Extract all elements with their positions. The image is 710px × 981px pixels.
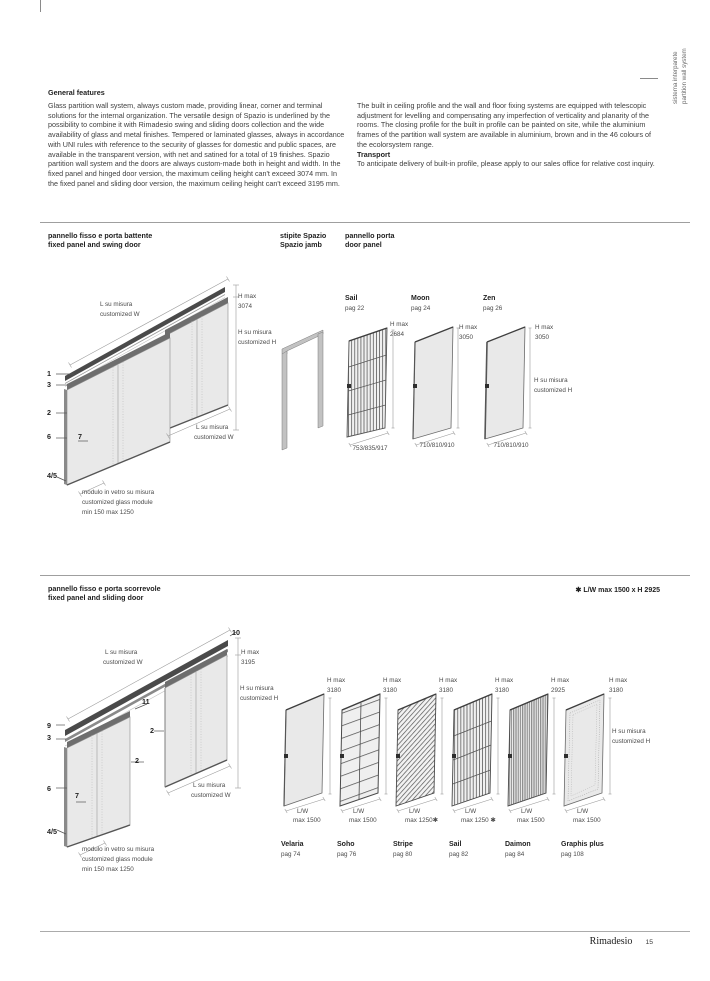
dim-lw: L/W — [465, 808, 477, 815]
section-swing-title — [48, 231, 152, 250]
lw-max-value: max 1500 — [517, 817, 545, 824]
section-swing-title-it: pannello fisso e porta battente — [48, 231, 153, 240]
dim-customized-h: customized H — [240, 695, 279, 702]
section-swing-rule — [40, 222, 690, 223]
lw-max-value: max 1250✱ — [405, 817, 438, 824]
h-max-value: 3180 — [609, 687, 624, 694]
features-left-column — [48, 101, 345, 188]
door-name: Stripe — [393, 841, 413, 848]
door-daimon — [504, 665, 570, 875]
dim-customized-w: customized W — [191, 792, 231, 799]
door-name: Sail — [345, 295, 358, 302]
dim-customized-h: customized H — [534, 387, 573, 394]
spazio-jamb-drawing — [268, 318, 338, 478]
callout-1: 1 — [47, 369, 51, 378]
dim-l-su-misura: L su misura — [105, 649, 138, 656]
h-max-value: 3074 — [238, 303, 253, 310]
door-name: Zen — [483, 295, 496, 302]
door-page: pag 80 — [393, 851, 413, 858]
callout-6: 6 — [47, 784, 51, 793]
dim-h-max: H max — [383, 677, 402, 684]
callout-11: 11 — [142, 697, 150, 706]
glass-module-range: min 150 max 1250 — [82, 509, 134, 516]
section-sliding-rule — [40, 575, 690, 576]
door-name: Velaria — [281, 841, 304, 848]
door-name: Soho — [337, 841, 355, 848]
dim-h-max: H max — [609, 677, 628, 684]
dim-l-su-misura: L su misura — [100, 301, 133, 308]
dim-lw: L/W — [577, 808, 589, 815]
lw-max-value: max 1500 — [293, 817, 321, 824]
sail-sliding-door-drawing — [448, 690, 504, 815]
lw-max-value: max 1500 — [349, 817, 377, 824]
dim-l-su-misura: L su misura — [193, 782, 226, 789]
callout-7: 7 — [78, 432, 82, 441]
section-sliding-title — [48, 584, 161, 603]
dim-h-max: H max — [495, 677, 514, 684]
door-page: pag 74 — [281, 851, 301, 858]
dim-h-su-misura: H su misura — [240, 685, 274, 692]
dim-lw: L/W — [409, 808, 421, 815]
moon-door-drawing — [411, 320, 467, 452]
velaria-door-drawing — [280, 690, 336, 815]
fixed-panel-swing-door-diagram — [40, 275, 270, 520]
brand-logotype: Rimadesio — [589, 936, 633, 947]
door-sail-swing — [345, 290, 409, 465]
callout-2: 2 — [135, 756, 139, 765]
dim-h-su-misura: H su misura — [612, 728, 646, 735]
dim-h-max: H max — [238, 293, 257, 300]
door-moon — [411, 290, 478, 465]
side-tab-line2: partition wall system — [680, 48, 688, 104]
door-name: Daimon — [505, 841, 531, 848]
lw-max-value: max 1250 ✱ — [461, 817, 496, 824]
callout-4-5: 4/5 — [47, 471, 57, 480]
callout-6: 6 — [47, 432, 51, 441]
dim-h-max: H max — [439, 677, 458, 684]
dim-lw: L/W — [297, 808, 309, 815]
jamb-title — [280, 231, 326, 250]
door-widths: 710/810/910 — [493, 442, 529, 449]
dim-customized-w: customized W — [100, 311, 140, 318]
h-max-value: 3050 — [535, 334, 550, 341]
glass-module-it: modulo in vetro su misura — [82, 489, 155, 496]
zen-door-drawing — [483, 320, 539, 452]
glass-module-range: min 150 max 1250 — [82, 866, 134, 873]
glass-module-en: customized glass module — [82, 856, 153, 863]
h-max-value: 3180 — [327, 687, 342, 694]
h-max-value: 3180 — [383, 687, 398, 694]
soho-door-drawing — [336, 690, 392, 815]
callout-9: 9 — [47, 721, 51, 730]
dim-customized-w: customized W — [103, 659, 143, 666]
door-widths: 710/810/910 — [419, 442, 455, 449]
callout-2: 2 — [150, 726, 154, 735]
glass-module-it: modulo in vetro su misura — [82, 846, 155, 853]
door-page: pag 24 — [411, 305, 431, 312]
dim-h-max: H max — [327, 677, 346, 684]
jamb-title-en: Spazio jamb — [280, 240, 322, 250]
door-page: pag 108 — [561, 851, 584, 858]
door-name: Graphis plus — [561, 841, 604, 848]
door-name: Moon — [411, 295, 430, 302]
dim-lw: L/W — [521, 808, 533, 815]
door-zen — [483, 290, 573, 465]
door-panel-title — [345, 231, 395, 250]
dim-h-su-misura: H su misura — [534, 377, 568, 384]
h-max-value: 3180 — [495, 687, 510, 694]
glass-module-en: customized glass module — [82, 499, 153, 506]
door-page: pag 22 — [345, 305, 365, 312]
door-panel-title-en: door panel — [345, 240, 382, 250]
h-max-value: 2684 — [390, 331, 405, 338]
door-soho — [336, 665, 402, 875]
h-max-value: 2925 — [551, 687, 566, 694]
transport-paragraph: To anticipate delivery of built-in profile, please apply to our sales office for relative cost inquiry. — [357, 159, 655, 169]
corner-crop-mark — [40, 0, 41, 12]
door-sail-sliding — [448, 665, 514, 875]
dim-lw: L/W — [353, 808, 365, 815]
dim-customized-h: customized H — [238, 339, 277, 346]
dim-h-max: H max — [241, 649, 260, 656]
door-panel-title-it: pannello porta — [345, 231, 395, 240]
door-name: Sail — [449, 841, 462, 848]
dim-l-su-misura: L su misura — [196, 424, 229, 431]
general-features-columns — [48, 101, 660, 188]
side-tab-line1: sistema interparete — [672, 51, 679, 104]
features-left-paragraph: Glass partition wall system, always custom made, providing linear, corner and terminal solutions for the internal organization. The versatile design of Spazio is underlined by the possibility to combine it with Rimadesio swing and sliding doors collection and the wide availability of glass and metal finishes. Tempered or laminated glasses, always in accordance with UNI rules with reference to the security of glasses for domestic and public spaces, are available in the transparent version, with net and satined for a total of 19 finishes. Spazio partition wall system and the doors are always custom-made both in height and width. In the fixed panel and hinged door version, the maximum ceiling height can't exceed 3074 mm. In the fixed panel and sliding door version, the maximum ceiling height can't exceed 3195 mm. — [48, 101, 345, 188]
dim-h-max: H max — [535, 324, 554, 331]
door-graphis-plus — [560, 665, 651, 875]
footer-rule — [40, 931, 690, 932]
callout-3: 3 — [47, 733, 51, 742]
dim-h-max: H max — [551, 677, 570, 684]
page-number: 15 — [645, 939, 653, 946]
door-page: pag 26 — [483, 305, 503, 312]
jamb-title-it: stipite Spazio — [280, 231, 327, 240]
side-tab — [672, 22, 690, 104]
dim-customized-h: customized H — [612, 738, 651, 745]
h-max-value: 3050 — [459, 334, 474, 341]
features-right-paragraph: The built in ceiling profile and the wall and floor fixing systems are equipped with telescopic adjustment for levelling and compensating any imperfection of verticality and planarity of the rooms. The closing profile for the built in profile can be painted on site, while the aluminium frames of the partition wall system are available in aluminium, brown and in the 46 colours of the ecolorsystem range. — [357, 101, 652, 149]
callout-4-5: 4/5 — [47, 827, 57, 836]
h-max-value: 3195 — [241, 659, 256, 666]
lw-max-value: max 1500 — [573, 817, 601, 824]
daimon-door-drawing — [504, 690, 560, 815]
section-sliding-title-en: fixed panel and sliding door — [48, 593, 144, 603]
section-sliding-title-it: pannello fisso e porta scorrevole — [48, 584, 161, 593]
callout-2: 2 — [47, 408, 51, 417]
sail-swing-door-drawing — [345, 324, 401, 454]
h-max-value: 3180 — [439, 687, 454, 694]
callout-10: 10 — [232, 628, 240, 637]
dim-h-max: H max — [459, 324, 478, 331]
callout-3: 3 — [47, 380, 51, 389]
stripe-door-drawing — [392, 690, 448, 815]
dim-h-su-misura: H su misura — [238, 329, 272, 336]
footer — [450, 936, 653, 947]
door-page: pag 82 — [449, 851, 469, 858]
star-size-note: ✱ L/W max 1500 x H 2925 — [575, 587, 660, 594]
graphis-plus-door-drawing — [560, 690, 616, 815]
door-widths: 753/835/917 — [352, 445, 388, 452]
dim-h-max: H max — [390, 321, 409, 328]
callout-7: 7 — [75, 791, 79, 800]
section-swing-title-en: fixed panel and swing door — [48, 240, 141, 250]
general-features-heading: General features — [48, 88, 105, 97]
transport-heading: Transport — [357, 149, 391, 159]
door-page: pag 84 — [505, 851, 525, 858]
features-right-column — [357, 101, 660, 188]
side-crop-mark — [640, 78, 658, 79]
dim-customized-w: customized W — [194, 434, 234, 441]
door-page: pag 76 — [337, 851, 357, 858]
